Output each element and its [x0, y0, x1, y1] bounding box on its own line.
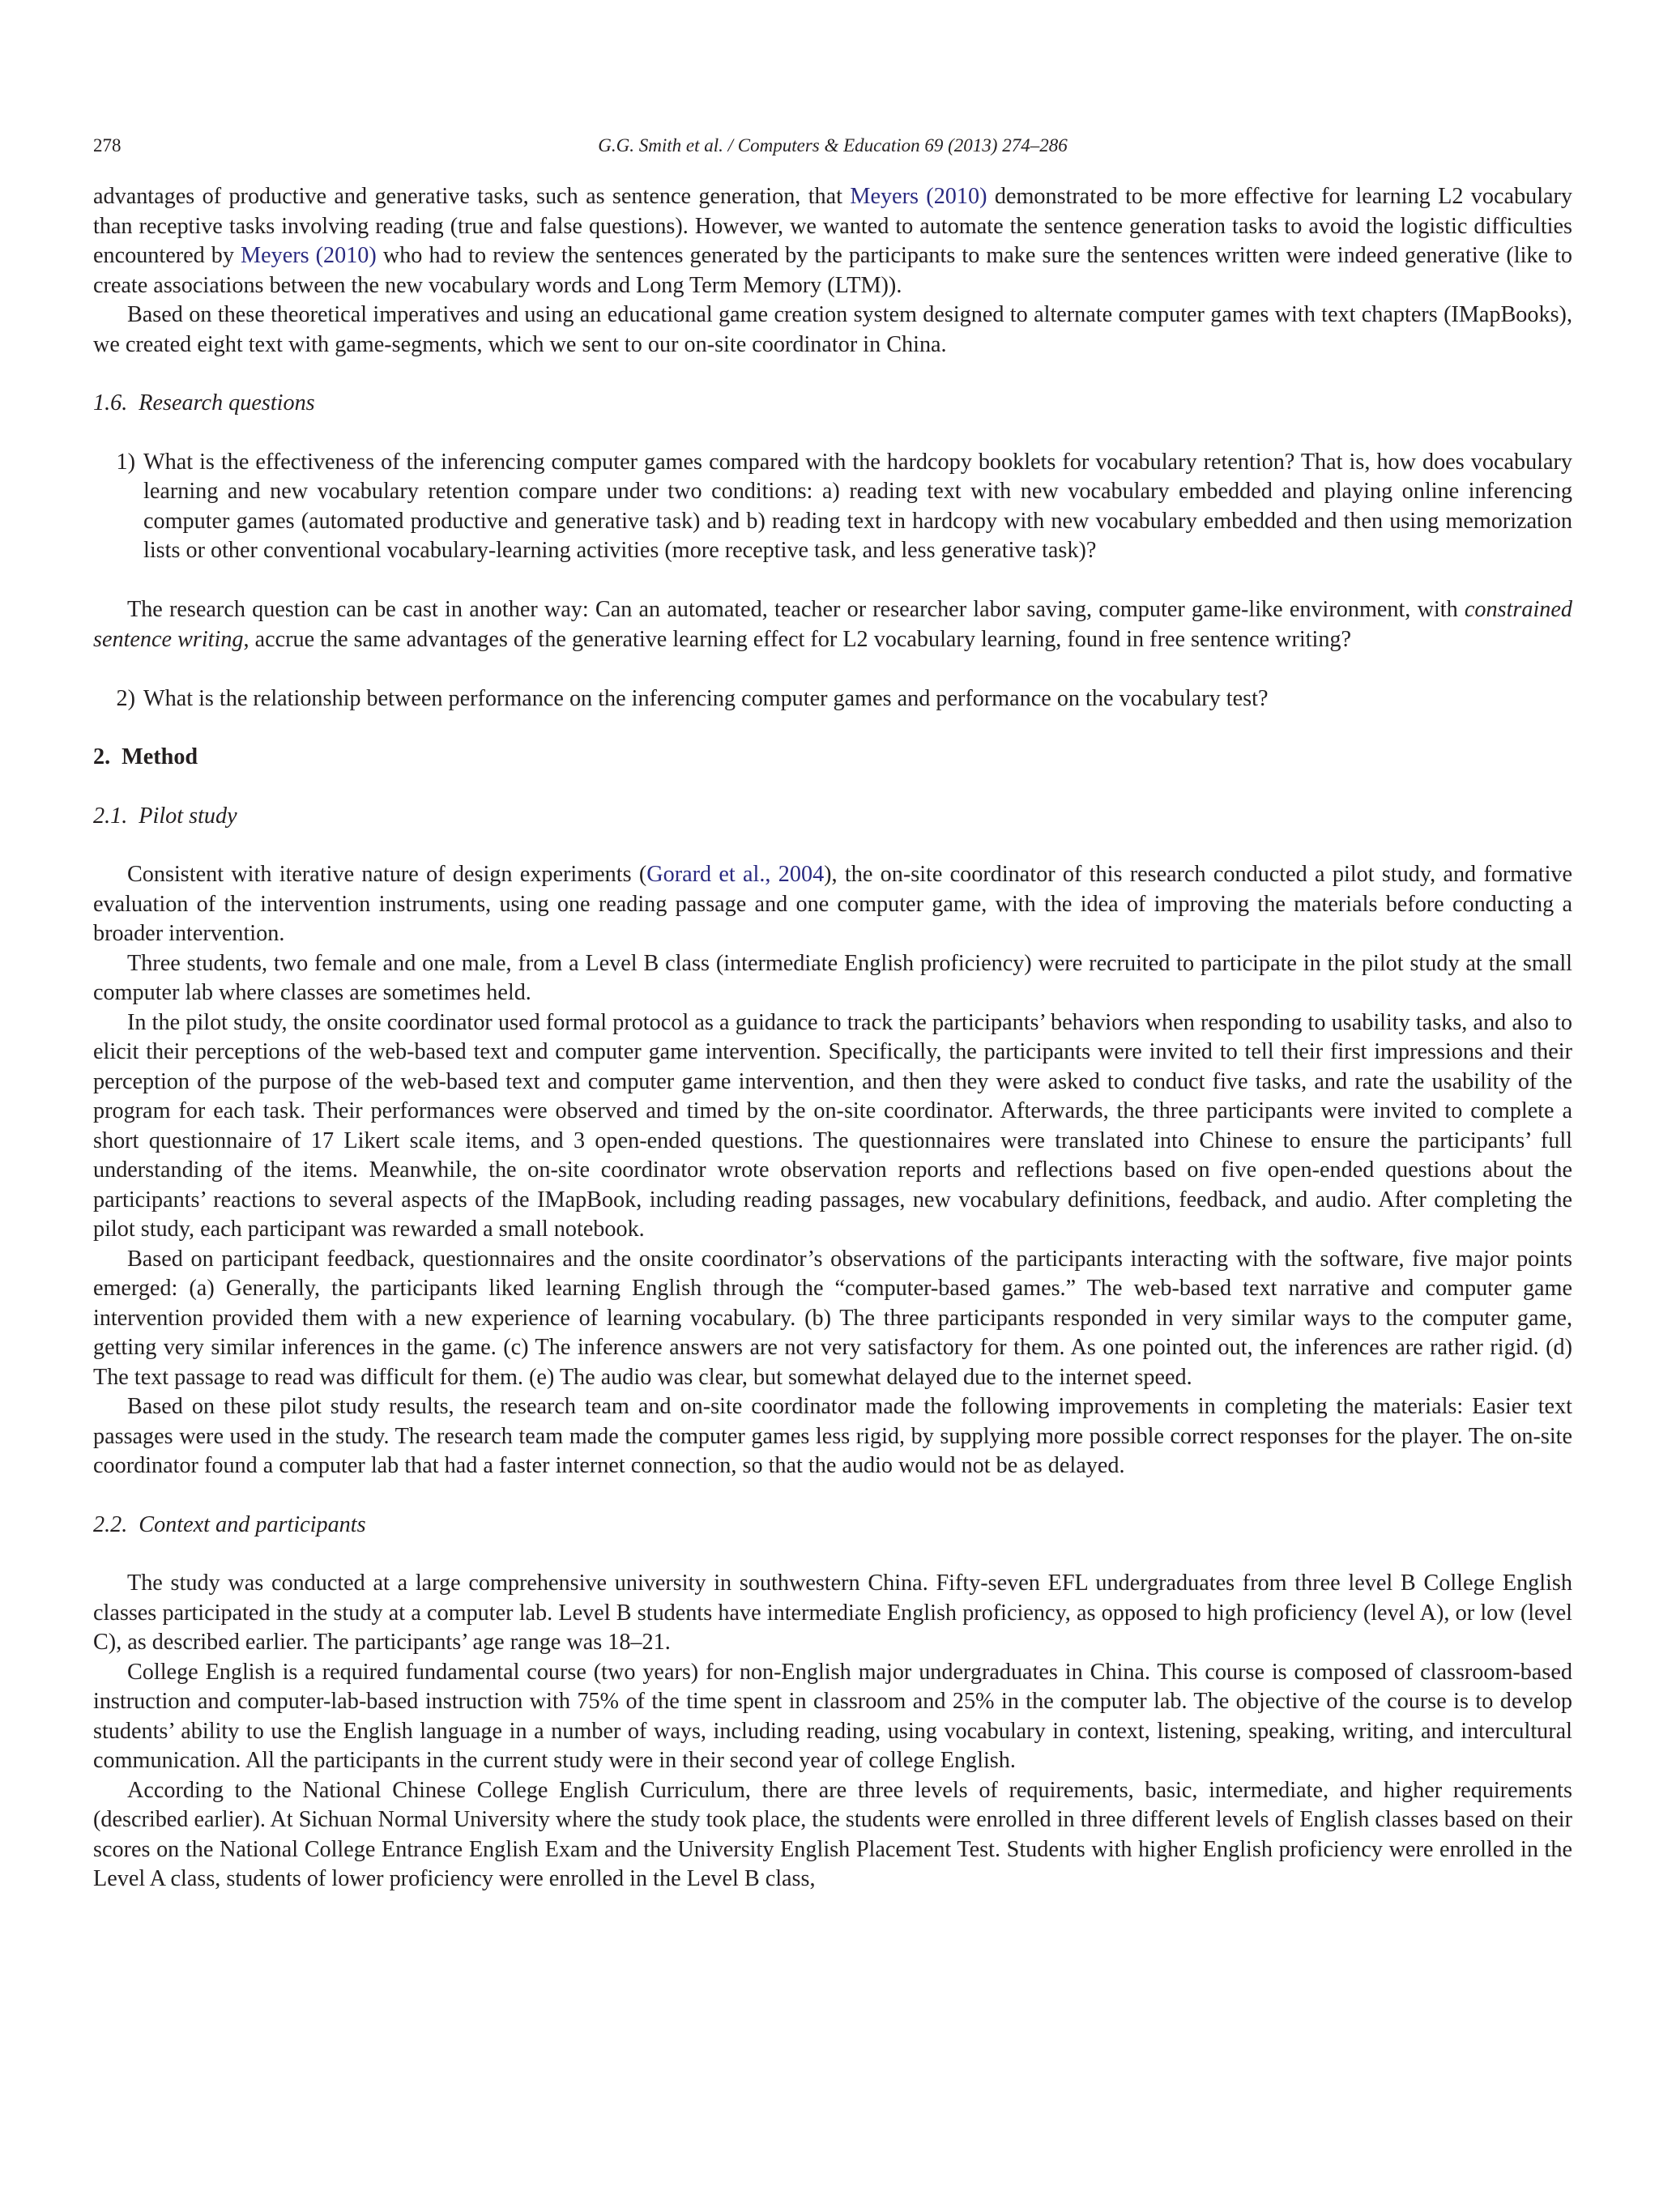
paragraph: In the pilot study, the onsite coordinator used formal protocol as a guidance to track the participants’ behaviors when responding to usability tasks, and also to elicit their perceptions of the web-based text and computer game intervention. Specifically, the participants were invited to tell their first impressions and their perception of the purpose of the web-based text and computer game intervention, and then they were asked to conduct five tasks, and rate the usability of the program for each task. Their performances were observed and timed by the on-site coordinator. Afterwards, the three participants were invited to complete a short questionnaire of 17 Likert scale items, and 3 open-ended questions. The questionnaires were translated into Chinese to ensure the participants’ full understanding of the items. Meanwhile, the on-site coordinator wrote observation reports and reflections based on five open-ended questions about the participants’ reactions to several aspects of the IMapBook, including reading passages, new vocabulary definitions, feedback, and audio. After completing the pilot study, each participant was rewarded a small notebook.: [93, 1009, 1572, 1242]
article-body: [93, 182, 1572, 1894]
journal-reference: G.G. Smith et al. / Computers & Education 69 (2013) 274–286: [598, 135, 1068, 156]
paragraph: Consistent with iterative nature of design experiments (Gorard et al., 2004), the on-site coordinator of this research conducted a pilot study, and formative evaluation of the intervention instruments, using one reading passage and one computer game, with the idea of improving the materials before conducting a broader intervention.: [93, 862, 1573, 946]
research-question-2: 2) What is the relationship between performance on the inferencing computer games and performance on the vocabulary test?: [116, 685, 1269, 711]
paragraph: Based on these theoretical imperatives and using an educational game creation system designed to alternate computer games with text chapters (IMapBooks), we created eight text with game-segments, which we sent to our on-site coordinator in China.: [93, 302, 1572, 357]
citation-link[interactable]: Meyers (2010): [241, 243, 377, 268]
citation-link[interactable]: Meyers (2010): [850, 184, 987, 209]
page-number: 278: [93, 135, 122, 156]
subsection-heading-research-questions: 1.6. Research questions: [93, 390, 315, 416]
paragraph: The research question can be cast in another way: Can an automated, teacher or researcher labor saving, computer game-like environment, with constrained sentence writing, accrue the same advantages of the generative learning effect for L2 vocabulary learning, found in free sentence writing?: [93, 597, 1572, 652]
paragraph: Based on participant feedback, questionnaires and the onsite coordinator’s observations of the participants interacting with the software, five major points emerged: (a) Generally, the participants liked learning English through the “computer-based games.” The web-based text narrative and computer game intervention provided them with a new experience of learning vocabulary. (b) The three participants responded in very similar ways to the computer game, getting very similar inferences in the game. (c) The inference answers are not very satisfactory for them. As one pointed out, the inferences are rather rigid. (d) The text passage to read was difficult for them. (e) The audio was clear, but somewhat delayed due to the internet speed.: [93, 1246, 1572, 1390]
paragraph: The study was conducted at a large comprehensive university in southwestern China. Fifty-seven EFL undergraduates from three level B College English classes participated in the study at a computer lab. Level B students have intermediate English proficiency, as opposed to high proficiency (level A), or low (level C), as described earlier. The participants’ age range was 18–21.: [93, 1571, 1572, 1655]
paragraph: Three students, two female and one male, from a Level B class (intermediate English proficiency) were recruited to participate in the pilot study at the small computer lab where classes are sometimes held.: [93, 950, 1572, 1005]
paragraph: According to the National Chinese College English Curriculum, there are three levels of requirements, basic, intermediate, and higher requirements (described earlier). At Sichuan Normal University where the study took place, the students were enrolled in three different levels of English classes based on their scores on the National College Entrance English Exam and the University English Placement Test. Students with higher English proficiency were enrolled in the Level A class, students of lower proficiency were enrolled in the Level B class,: [93, 1777, 1572, 1891]
running-head: [93, 130, 1572, 162]
paragraph: advantages of productive and generative tasks, such as sentence generation, that Meyers (2010) demonstrated to be more effective for learning L2 vocabulary than receptive tasks involving reading (true and false questions). However, we wanted to automate the sentence generation tasks to avoid the logistic difficulties encountered by Meyers (2010) who had to review the sentences generated by the participants to make sure the sentences written were indeed generative (like to create associations between the new vocabulary words and Long Term Memory (LTM)).: [93, 184, 1573, 298]
subsection-heading-pilot-study: 2.1. Pilot study: [93, 803, 237, 829]
section-heading-method: 2. Method: [93, 744, 198, 769]
subsection-heading-context: 2.2. Context and participants: [93, 1511, 366, 1537]
paragraph: Based on these pilot study results, the research team and on-site coordinator made the following improvements in completing the materials: Easier text passages were used in the study. The research team made the computer games less rigid, by supplying more possible correct responses for the player. The on-site coordinator found a computer lab that had a faster internet connection, so that the audio would not be as delayed.: [93, 1394, 1572, 1478]
citation-link[interactable]: Gorard et al., 2004: [646, 862, 825, 887]
paragraph: College English is a required fundamental course (two years) for non-English major undergraduates in China. This course is composed of classroom-based instruction and computer-lab-based instruction with 75% of the time spent in classroom and 25% in the computer lab. The objective of the course is to develop students’ ability to use the English language in a number of ways, including reading, using vocabulary in context, listening, speaking, writing, and intercultural communication. All the participants in the current study were in their second year of college English.: [93, 1659, 1572, 1773]
research-question-1: 1) What is the effectiveness of the inferencing computer games compared with the hardcopy booklets for vocabulary retention? That is, how does vocabulary learning and new vocabulary retention compare under two conditions: a) reading text with new vocabulary embedded and playing online inferencing computer games (automated productive and generative task) and b) reading text in hardcopy with new vocabulary embedded and then using memorization lists or other conventional vocabulary-learning activities (more receptive task, and less generative task)?: [116, 449, 1572, 563]
